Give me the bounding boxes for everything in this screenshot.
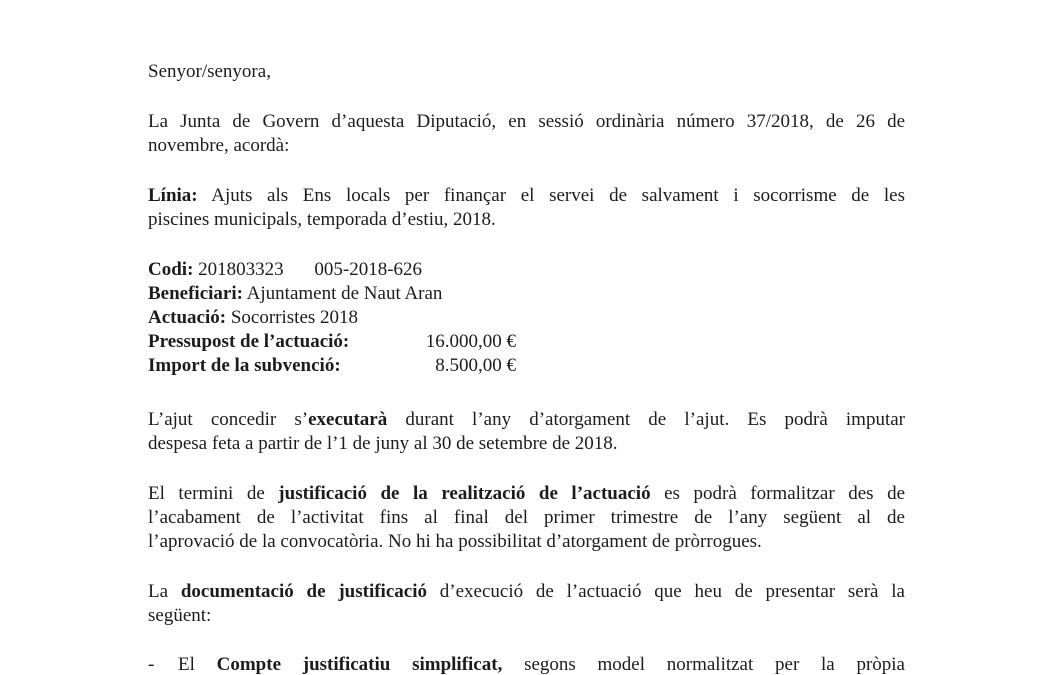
salutation: Senyor/senyora, — [148, 61, 271, 82]
documentacio-line-1 — [148, 580, 905, 604]
intro-line-2: novembre, acordà: — [148, 135, 290, 156]
termini-bold: justificació de la realització de l’actuació — [278, 483, 651, 504]
pressupost-label: Pressupost de l’actuació: — [148, 331, 350, 352]
execucio-line-1 — [148, 408, 905, 432]
execucio-bold: executarà — [308, 409, 388, 430]
termini-line-2: l’acabament de l’activitat fins al final del primer trimestre de l’any següent al de — [148, 507, 905, 528]
bullet-bold: Compte justificatiu simplificat, — [216, 654, 503, 675]
termini-line-1 — [148, 482, 905, 506]
actuacio-row — [148, 306, 905, 330]
beneficiari-label: Beneficiari: — [148, 283, 243, 304]
import-value: 8.500,00 € — [435, 355, 516, 376]
beneficiari-value: Ajuntament de Naut Aran — [246, 283, 443, 304]
import-row — [148, 354, 905, 378]
linia-line-1 — [148, 184, 905, 208]
execucio-text-before: L’ajut concedir s’ — [148, 409, 309, 430]
linia-line-2: piscines municipals, temporada d’estiu, 2018. — [148, 209, 496, 230]
documentacio-text-after: d’execució de l’actuació que heu de presentar serà la — [426, 581, 905, 602]
linia-text: Ajuts als Ens locals per finançar el servei de salvament i socorrisme de les — [211, 185, 905, 206]
actuacio-label: Actuació: — [148, 307, 227, 328]
beneficiari-row — [148, 282, 905, 306]
pressupost-row — [148, 330, 905, 354]
codi-value: 201803323 — [198, 259, 284, 280]
execucio-line-2: despesa feta a partir de l’1 de juny al 30 de setembre de 2018. — [148, 433, 618, 454]
termini-text-after: es podrà formalitzar des de — [650, 483, 905, 504]
documentacio-text-before: La — [148, 581, 181, 602]
pressupost-value: 16.000,00 € — [425, 331, 516, 352]
bullet-text-after: segons model normalitzat per la pròpia — [502, 654, 905, 675]
documentacio-line-2: següent: — [148, 605, 212, 626]
termini-line-3: l’aprovació de la convocatòria. No hi ha possibilitat d’atorgament de pròrrogues. — [148, 531, 762, 552]
actuacio-value: Socorristes 2018 — [230, 307, 359, 328]
import-label: Import de la subvenció: — [148, 355, 341, 376]
bullet-item — [178, 653, 905, 675]
bullet-dash: - — [148, 654, 155, 675]
termini-text-before: El termini de — [148, 483, 279, 504]
codi-reference: 005-2018-626 — [314, 259, 423, 280]
bullet-text-before: El — [178, 654, 217, 675]
linia-label: Línia: — [148, 185, 198, 206]
documentacio-bold: documentació de justificació — [180, 581, 427, 602]
intro-line-1: La Junta de Govern d’aquesta Diputació, en sessió ordinària número 37/2018, de 26 de — [148, 111, 905, 132]
codi-row — [148, 258, 905, 282]
execucio-text-after: durant l’any d’atorgament de l’ajut. Es podrà imputar — [387, 409, 905, 430]
codi-label: Codi: — [148, 259, 194, 280]
